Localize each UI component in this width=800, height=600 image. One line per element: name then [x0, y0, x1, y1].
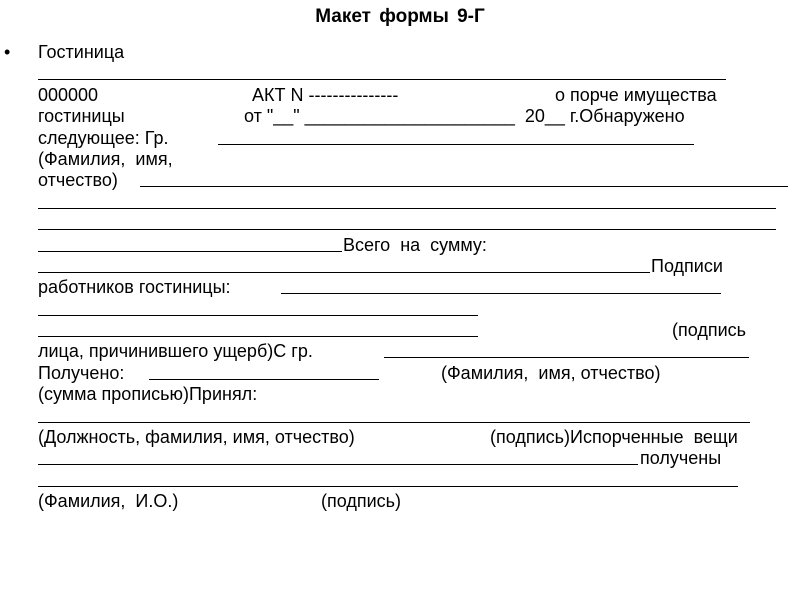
- form-line: [38, 256, 798, 277]
- staff-signature-field[interactable]: [38, 320, 478, 337]
- signature-caption: (подпись: [672, 320, 747, 341]
- signature-caption: (подпись): [321, 491, 402, 512]
- offender-name-field[interactable]: [384, 341, 749, 358]
- damage-description-field[interactable]: [140, 170, 788, 187]
- hotel-word: гостиницы: [38, 106, 125, 127]
- form-line: [38, 406, 798, 427]
- patronymic-caption: отчество): [38, 170, 118, 191]
- recipient-field[interactable]: [38, 470, 738, 487]
- found-label: следующее: Гр.: [38, 127, 169, 148]
- staff-signature-field[interactable]: [281, 277, 721, 294]
- staff-label: работников гостиницы:: [38, 277, 231, 298]
- form-line: [38, 85, 798, 106]
- total-sum-label: Всего на сумму:: [343, 234, 487, 255]
- form-line: [38, 363, 798, 384]
- hotel-label: Гостиница: [38, 42, 125, 62]
- form-line: [38, 170, 798, 191]
- total-sum-field[interactable]: [38, 256, 650, 273]
- accepted-by-field[interactable]: [38, 406, 750, 423]
- damaged-items-field[interactable]: [38, 448, 638, 465]
- form-line: [38, 470, 798, 491]
- page-title: Макет формы 9-Г: [315, 6, 485, 27]
- damage-description-field[interactable]: [38, 192, 776, 209]
- form-code: 000000: [38, 84, 99, 105]
- initials-caption: (Фамилия, И.О.): [38, 491, 179, 512]
- act-subject: о порче имущества: [555, 84, 717, 105]
- form-line: [38, 235, 798, 256]
- form-line: [38, 192, 798, 213]
- form-body: [38, 42, 798, 513]
- form-line: [38, 491, 798, 512]
- citizen-name-field[interactable]: [218, 128, 694, 145]
- signatures-label: Подписи: [651, 255, 723, 276]
- full-name-caption: (Фамилия, имя, отчество): [441, 362, 661, 383]
- form-line: [38, 341, 798, 362]
- position-caption: (Должность, фамилия, имя, отчество): [38, 427, 355, 448]
- form-line: [38, 448, 798, 469]
- hotel-name-field[interactable]: [38, 63, 726, 80]
- act-number: АКТ N ---------------: [252, 84, 399, 105]
- damage-description-field[interactable]: [38, 235, 342, 252]
- form-line: [38, 149, 798, 170]
- form-line: [38, 106, 798, 127]
- form-line: [38, 42, 798, 63]
- form-line: [38, 320, 798, 341]
- form-line: [38, 299, 798, 320]
- form-line: [38, 427, 798, 448]
- form-line: [38, 213, 798, 234]
- form-line: [38, 128, 798, 149]
- received-items-label: получены: [640, 448, 722, 469]
- damage-description-field[interactable]: [38, 213, 776, 230]
- name-caption: (Фамилия, имя,: [38, 148, 173, 169]
- received-sum-field[interactable]: [149, 363, 379, 380]
- form-line: [38, 384, 798, 405]
- form-line: [38, 277, 798, 298]
- form-line: [38, 63, 798, 84]
- staff-signature-field[interactable]: [38, 299, 478, 316]
- offender-label: лица, причинившего ущерб)С гр.: [38, 341, 313, 362]
- damaged-items-label: (подпись)Испорченные вещи: [490, 427, 738, 448]
- received-label: Получено:: [38, 362, 125, 383]
- bullet-marker: •: [4, 42, 11, 62]
- act-date: от "__" _____________________ 20__ г.Обнаружено: [244, 106, 685, 127]
- accepted-label: (сумма прописью)Принял:: [38, 384, 258, 405]
